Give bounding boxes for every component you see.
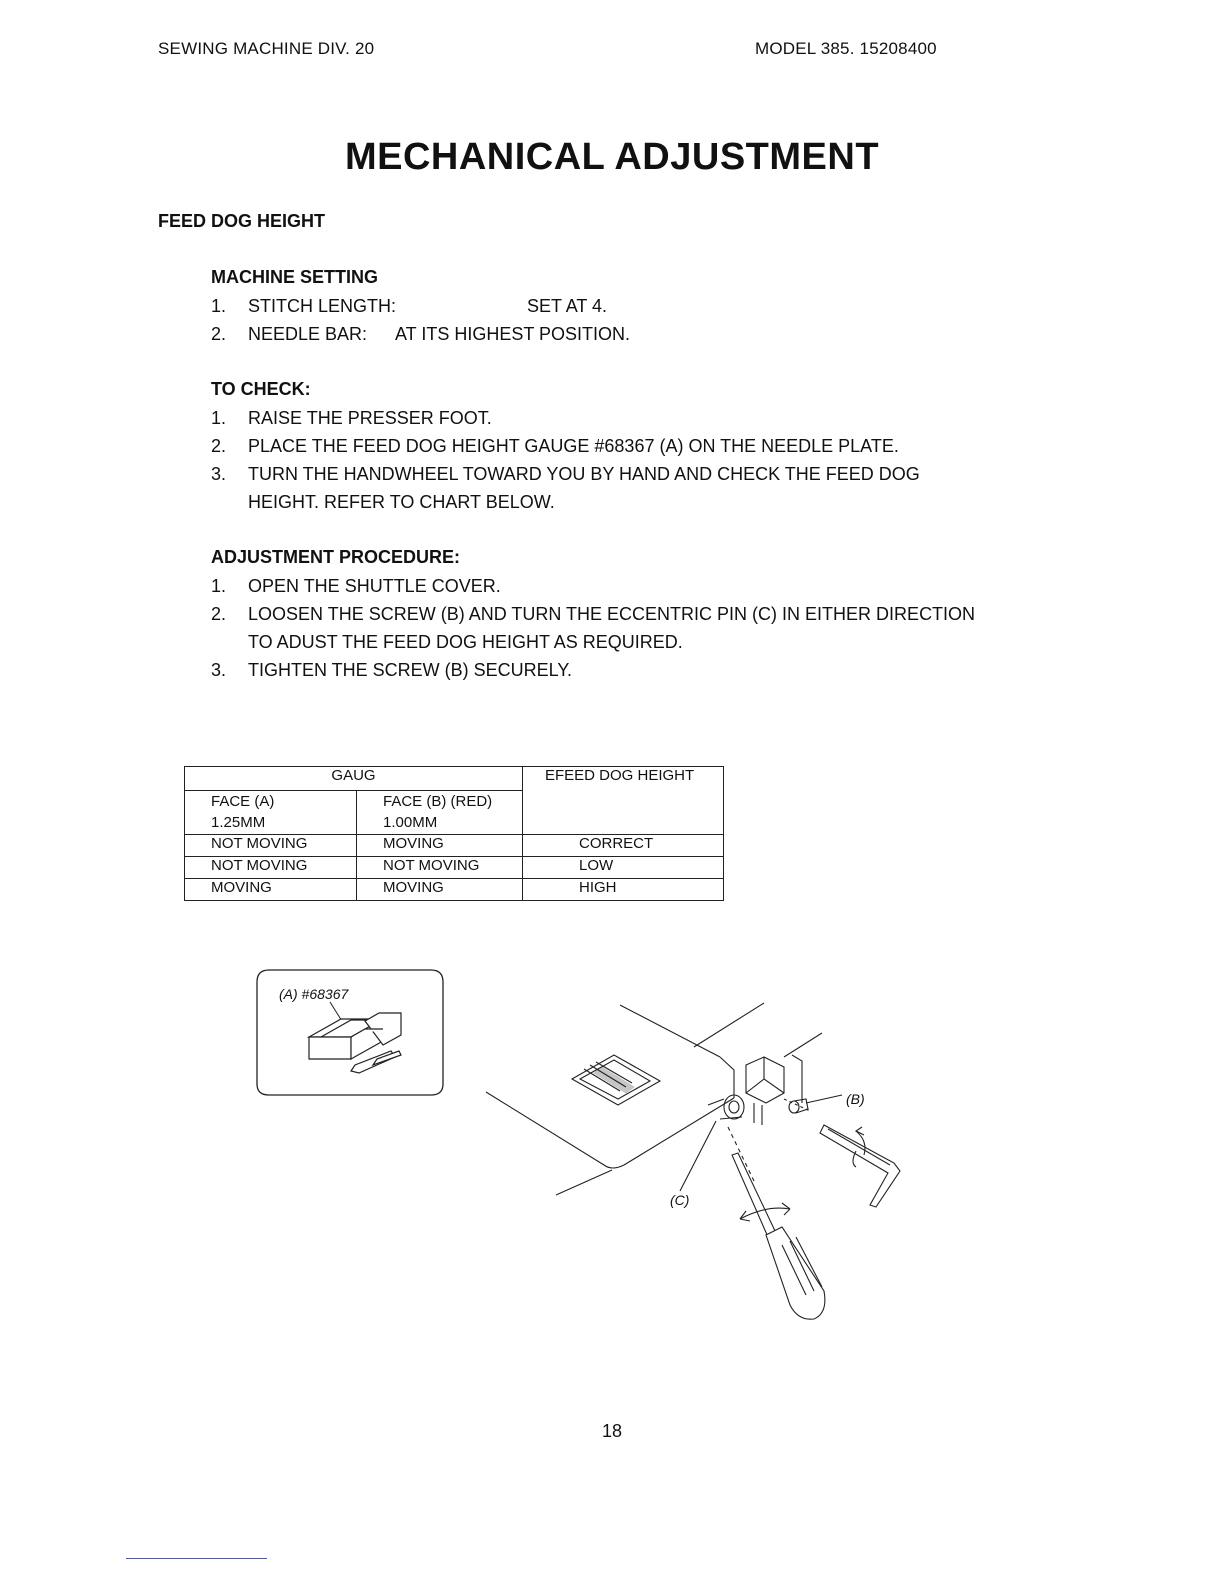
result-cell: CORRECT [523,835,724,857]
eccentric-pin-assembly [708,1055,802,1125]
shuttle-cover-edge [694,1003,764,1047]
item-number: 1. [211,296,227,316]
adjustment-item [211,600,1111,656]
plate-back-edge [620,1005,720,1057]
screw-b [784,1099,810,1113]
machine-setting-item [211,320,1111,348]
machine-setting-heading: MACHINE SETTING [211,267,379,287]
setting-label: NEEDLE BAR: [248,324,368,344]
hex-key-tool [820,1125,900,1207]
page-title: MECHANICAL ADJUSTMENT [344,136,880,178]
section-title: FEED DOG HEIGHT [158,211,326,231]
table-row [185,857,724,879]
face-a-label: FACE (A) [211,793,275,810]
face-a-header [185,791,357,835]
face-b-cell: NOT MOVING [357,857,523,879]
item-text: PLACE THE FEED DOG HEIGHT GAUGE #68367 (A) ON THE NEEDLE PLATE. [248,436,899,456]
item-text: RAISE THE PRESSER FOOT. [248,408,492,428]
to-check-heading: TO CHECK: [211,379,311,399]
header-left: SEWING MACHINE DIV. 20 [158,39,375,58]
feed-dog-height-chart [184,766,724,901]
label-b: (B) [846,1091,865,1107]
item-number: 1. [211,576,227,596]
item-text: OPEN THE SHUTTLE COVER. [248,576,501,596]
item-number: 2. [211,604,227,624]
item-text: TURN THE HANDWHEEL TOWARD YOU BY HAND AND CHECK THE FEED DOG [248,464,920,484]
screwdriver-tool [732,1153,825,1319]
face-b-header [357,791,523,835]
label-b-leader [806,1095,842,1103]
table-row [185,835,724,857]
item-text-continued: HEIGHT. REFER TO CHART BELOW. [248,492,555,512]
face-b-cell: MOVING [357,879,523,901]
feed-dog-adjustment-figure [484,995,924,1325]
adjustment-item [211,572,1111,600]
item-text-continued: TO ADUST THE FEED DOG HEIGHT AS REQUIRED. [248,632,683,652]
face-b-label: FACE (B) (RED) [383,793,493,810]
setting-value: SET AT 4. [527,296,608,316]
page-number: 18 [601,1421,623,1441]
face-a-size: 1.25MM [211,814,266,831]
setting-label: STITCH LENGTH: [248,296,397,316]
table-row [185,879,724,901]
plate-corner [720,1057,734,1098]
plate-front-edge [486,1092,734,1168]
header-right: MODEL 385. 15208400 [755,39,937,58]
label-c: (C) [670,1192,690,1208]
adjustment-heading: ADJUSTMENT PROCEDURE: [211,547,461,567]
setting-value: AT ITS HIGHEST POSITION. [395,324,631,344]
item-text: TIGHTEN THE SCREW (B) SECURELY. [248,660,573,680]
plate-lower-edge [556,1170,612,1195]
machine-setting-item [211,292,1111,320]
result-cell: LOW [523,857,724,879]
result-header: EFEED DOG HEIGHT [523,767,724,835]
gauge-label: (A) #68367 [279,986,349,1002]
item-number: 3. [211,464,227,484]
face-a-cell: MOVING [185,879,357,901]
gauge-drawing [309,1013,401,1073]
adjustment-item [211,656,1111,684]
face-a-cell: NOT MOVING [185,857,357,879]
item-number: 2. [211,324,227,344]
face-b-cell: MOVING [357,835,523,857]
bed-edge [784,1033,822,1057]
to-check-item [211,432,1111,460]
to-check-item [211,460,1111,516]
face-a-cell: NOT MOVING [185,835,357,857]
item-number: 3. [211,660,227,680]
feed-dog [572,1055,660,1105]
to-check-item [211,404,1111,432]
bottom-link-underline [126,1558,267,1559]
gauge-header: GAUG [185,767,523,791]
item-text: LOOSEN THE SCREW (B) AND TURN THE ECCENTRIC PIN (C) IN EITHER DIRECTION [248,604,976,624]
item-number: 2. [211,436,227,456]
gauge-inset-figure [255,969,445,1097]
label-c-leader [680,1121,716,1191]
result-cell: HIGH [523,879,724,901]
item-number: 1. [211,408,227,428]
face-b-size: 1.00MM [383,814,438,831]
